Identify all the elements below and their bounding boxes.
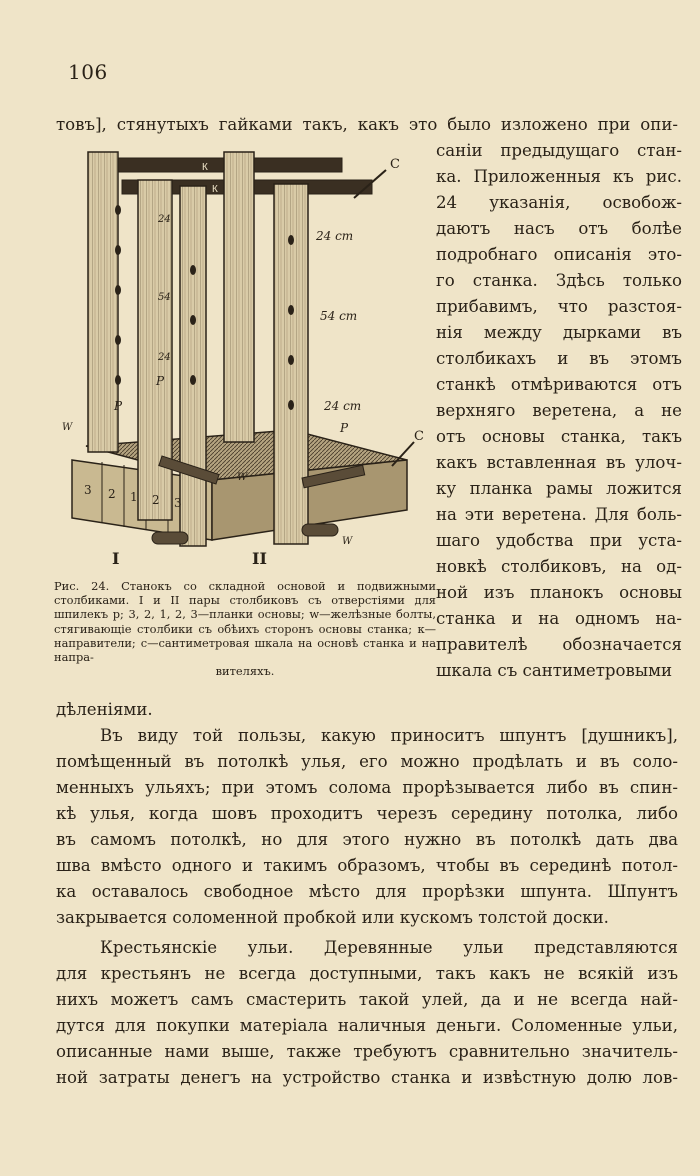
side-line: прибавимъ, что разстоя- <box>436 297 682 316</box>
paragraph-line: шва вмѣсто одного и такимъ образомъ, чтобы въ серединѣ потол- <box>56 856 678 875</box>
page-number: 106 <box>68 60 108 84</box>
paragraph-line: ка оставалось свободное мѣсто для прорѣзки шпунта. Шпунтъ <box>56 882 678 901</box>
side-line: новкѣ столбиковъ, на од- <box>436 557 682 576</box>
paragraph-line: для крестьянъ не всегда доступными, такъ какъ не всякій изъ <box>56 964 678 983</box>
label-pair2: II <box>252 549 267 568</box>
side-line: столбикахъ и въ этомъ <box>436 349 682 368</box>
side-line: саніи предыдущаго стан- <box>436 141 682 160</box>
side-line: правителѣ обозначается <box>436 635 682 654</box>
paragraph-line: менныхъ ульяхъ; при этомъ солома прорѣзывается либо въ спин- <box>56 778 678 797</box>
side-line: го станка. Здѣсь только <box>436 271 682 290</box>
figure-24 <box>62 140 428 572</box>
paragraph-line: дутся для покупки матеріала наличныя деньги. Соломенные ульи, <box>56 1016 678 1035</box>
after-figure-line: дѣленіями. <box>56 700 153 719</box>
side-line: верхняго веретена, а не <box>436 401 682 420</box>
side-line: даютъ насъ отъ болѣе <box>436 219 682 238</box>
label-k2: К <box>212 184 218 195</box>
label-n24b: 24 <box>158 352 171 363</box>
side-line: нія между дырками въ <box>436 323 682 342</box>
paragraph-line: Въ виду той пользы, какую приноситъ шпунтъ [душникъ], <box>100 726 678 745</box>
paragraph-line: въ самомъ потолкѣ, но для этого нужно въ потолкѣ дать два <box>56 830 678 849</box>
label-plank2a: 2 <box>108 487 116 501</box>
side-line: отъ основы станка, такъ <box>436 427 682 446</box>
side-line: шкала съ сантиметровыми <box>436 661 673 680</box>
hive-stand-illustration <box>62 140 428 572</box>
guide-k-upper <box>90 158 342 172</box>
label-pair1: I <box>112 549 120 568</box>
side-line: ку планка рамы ложится <box>436 479 682 498</box>
label-k1: К <box>202 162 208 173</box>
label-n24: 24 <box>158 214 171 225</box>
paragraph-line: Крестьянскіе ульи. Деревянные ульи представляются <box>100 938 678 957</box>
paragraph-line: ной затраты денегъ на устройство станка и извѣстную долю лов- <box>56 1068 678 1087</box>
label-p-right: P <box>340 421 349 435</box>
label-w-left: W <box>62 422 73 433</box>
paragraph-line: помѣщенный въ потолкѣ улья, его можно продѣлать и въ соло- <box>56 752 678 771</box>
side-line: какъ вставленная въ улоч- <box>436 453 682 472</box>
side-line: ка. Приложенныя къ рис. <box>436 167 682 186</box>
label-m24b: 24 ст <box>324 399 362 413</box>
label-m54: 54 ст <box>320 309 358 323</box>
side-line: станка и на одномъ на- <box>436 609 682 628</box>
caption-end: вителяхъ. <box>215 664 275 679</box>
side-line: станкѣ отмѣриваются отъ <box>436 375 682 394</box>
label-plank1: 1 <box>130 490 138 504</box>
label-plank3b: 3 <box>174 496 182 510</box>
side-line: ной изъ планокъ основы <box>436 583 682 602</box>
paragraph-line: нихъ можетъ самъ смастерить такой улей, да и не всегда най- <box>56 990 678 1009</box>
label-w-right: W <box>342 536 353 547</box>
label-m24: 24 ст <box>316 229 354 243</box>
paragraph-line: закрывается соломенной пробкой или кускомъ толстой доски. <box>56 908 609 927</box>
label-c-top: С <box>390 157 400 172</box>
label-n54: 54 <box>158 292 171 303</box>
label-p-center: P <box>156 374 165 388</box>
post-pair1-inner <box>180 186 206 546</box>
side-line: на эти веретена. Для боль- <box>436 505 682 524</box>
side-line: шаго удобства при уста- <box>436 531 682 550</box>
label-w-mid: W <box>237 472 248 483</box>
side-line: 24 указанія, освобож- <box>436 193 682 212</box>
label-plank3a: 3 <box>84 483 92 497</box>
side-line: подробнаго описанія это- <box>436 245 682 264</box>
text-line-top: товъ], стянутыхъ гайками такъ, какъ это было изложено при опи- <box>56 115 678 134</box>
paragraph-line: описанные нами выше, также требуютъ сравнительно значитель- <box>56 1042 678 1061</box>
post-pair2-back <box>224 152 254 442</box>
label-p-left: P <box>114 399 123 413</box>
label-plank2b: 2 <box>152 493 160 507</box>
caption-main: Рис. 24. Станокъ со складной основой и подвижными столбиками. I и II пары столбиковъ съ отверстіями для шпилекъ p; 3, 2, 1, 2, 3—планки основы; w—желѣзные болты, стягивающіе столбики съ обѣихъ сторонъ основы станка; к—направители; с—сантиметровая шкала на основѣ станка и на напра- <box>54 579 436 665</box>
label-c-side: С <box>414 429 424 444</box>
post-pair1-front <box>138 180 172 520</box>
figure-caption <box>54 579 436 678</box>
paragraph-line: кѣ улья, когда шовъ проходитъ черезъ середину потолка, либо <box>56 804 678 823</box>
